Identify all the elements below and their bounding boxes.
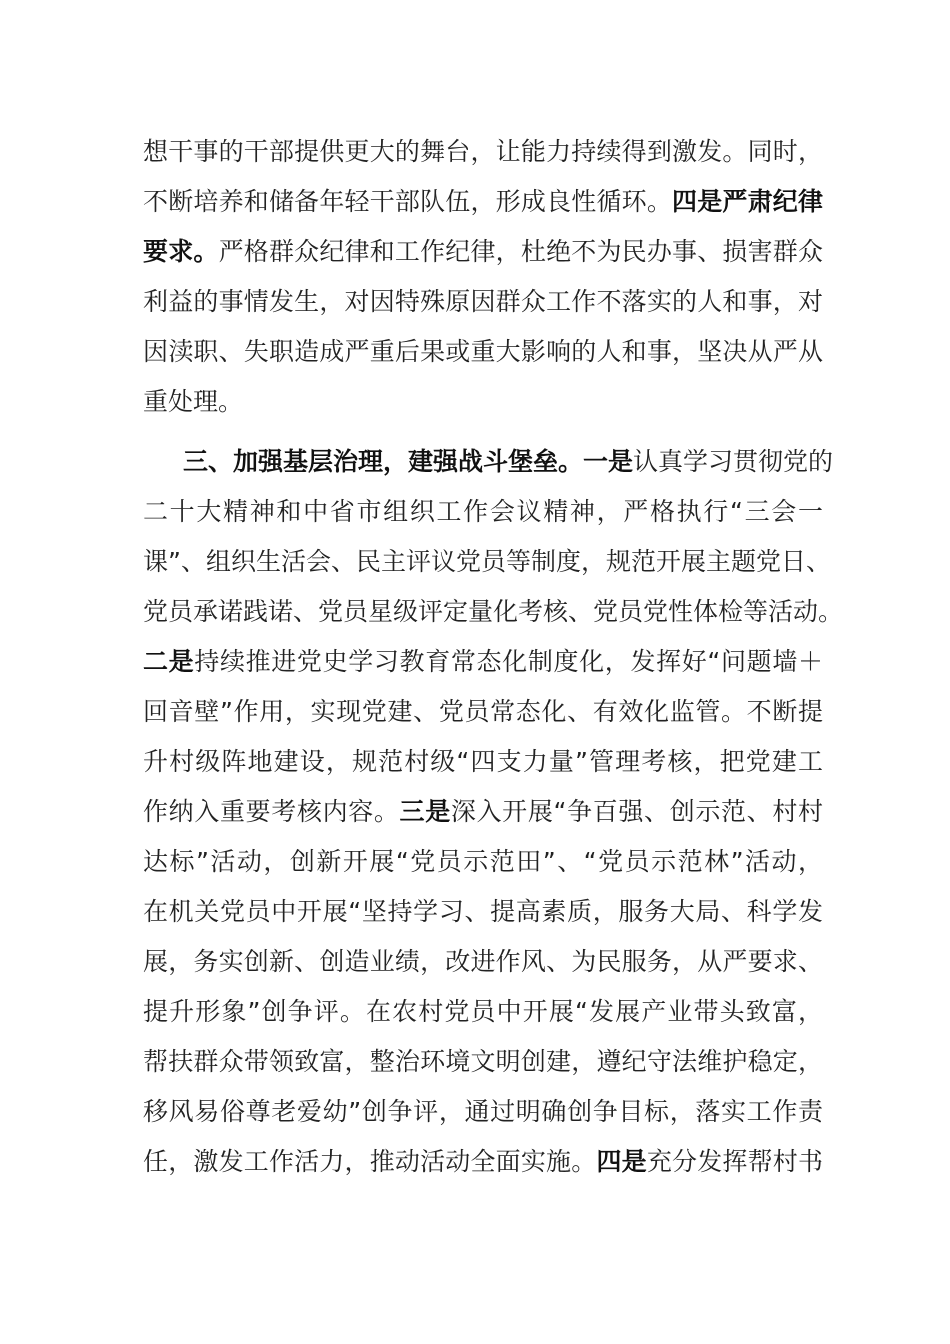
paragraph-discipline: [143, 127, 823, 427]
text-line: [143, 1087, 823, 1137]
text-run: 移风易俗尊老爱幼”创争评，通过明确创争目标，落实工作责: [143, 1097, 823, 1126]
text-run: 不断培养和储备年轻干部队伍，形成良性循环。: [143, 187, 673, 216]
text-line: [143, 277, 823, 327]
bold-text-run: 四是严肃纪律: [672, 187, 823, 216]
text-run: 深入开展“争百强、创示范、村村: [450, 797, 823, 826]
text-run: 想干事的干部提供更大的舞台，让能力持续得到激发。同时，: [143, 137, 823, 166]
text-line: [143, 937, 823, 987]
text-line: [143, 1037, 823, 1087]
text-line: [143, 227, 823, 277]
text-run: 作纳入重要考核内容。: [143, 797, 400, 826]
text-run: 利益的事情发生，对因特殊原因群众工作不落实的人和事，对: [143, 287, 823, 316]
text-run: 升村级阵地建设，规范村级“四支力量”管理考核，把党建工: [143, 747, 823, 776]
text-run: 重处理。: [143, 387, 244, 416]
text-line: [143, 127, 823, 177]
text-run: 二十大精神和中省市组织工作会议精神，严格执行“三会一: [143, 497, 823, 526]
text-line: [143, 737, 823, 787]
text-run: 帮扶群众带领致富，整治环境文明创建，遵纪守法维护稳定，: [143, 1047, 823, 1076]
text-run: 任，激发工作活力，推动活动全面实施。: [143, 1147, 597, 1176]
text-run: 达标”活动，创新开展“党员示范田”、“党员示范林”活动，: [143, 847, 823, 876]
text-line: [143, 437, 834, 487]
text-run: 持续推进党史学习教育常态化制度化，发挥好“问题墙＋: [194, 647, 823, 676]
text-run: 严格群众纪律和工作纪律，杜绝不为民办事、损害群众: [218, 237, 823, 266]
text-run: 展，务实创新、创造业绩，改进作风、为民服务，从严要求、: [143, 947, 823, 976]
text-run: 回音壁”作用，实现党建、党员常态化、有效化监管。不断提: [143, 697, 823, 726]
text-run: 充分发挥帮村书: [646, 1147, 823, 1176]
bold-text-run: 三、加强基层治理，建强战斗堡垒。一是: [183, 447, 634, 476]
text-line: [143, 637, 823, 687]
text-run: 认真学习贯彻党的: [633, 447, 834, 476]
text-run: 课”、组织生活会、民主评议党员等制度，规范开展主题党日、: [143, 547, 831, 576]
text-line: [143, 987, 823, 1037]
text-line: [143, 537, 831, 587]
text-run: 在机关党员中开展“坚持学习、提高素质，服务大局、科学发: [143, 897, 823, 926]
text-run: 提升形象”创争评。在农村党员中开展“发展产业带头致富，: [143, 997, 823, 1026]
text-line: [143, 587, 844, 637]
text-line: [143, 487, 823, 537]
paragraph-grassroots-governance: [143, 437, 844, 1187]
bold-text-run: 二是: [143, 647, 195, 676]
text-line: [143, 177, 823, 227]
text-run: 因渎职、失职造成严重后果或重大影响的人和事，坚决从严从: [143, 337, 823, 366]
text-line: [143, 837, 823, 887]
bold-text-run: 要求。: [143, 237, 219, 266]
bold-text-run: 三是: [399, 797, 451, 826]
text-line: [143, 327, 823, 377]
text-line: [143, 1137, 823, 1187]
text-line: [143, 687, 823, 737]
text-line: [143, 887, 823, 937]
text-line: [143, 787, 823, 837]
bold-text-run: 四是: [596, 1147, 647, 1176]
text-run: 党员承诺践诺、党员星级评定量化考核、党员党性体检等活动。: [143, 597, 844, 626]
text-line: [143, 377, 823, 427]
